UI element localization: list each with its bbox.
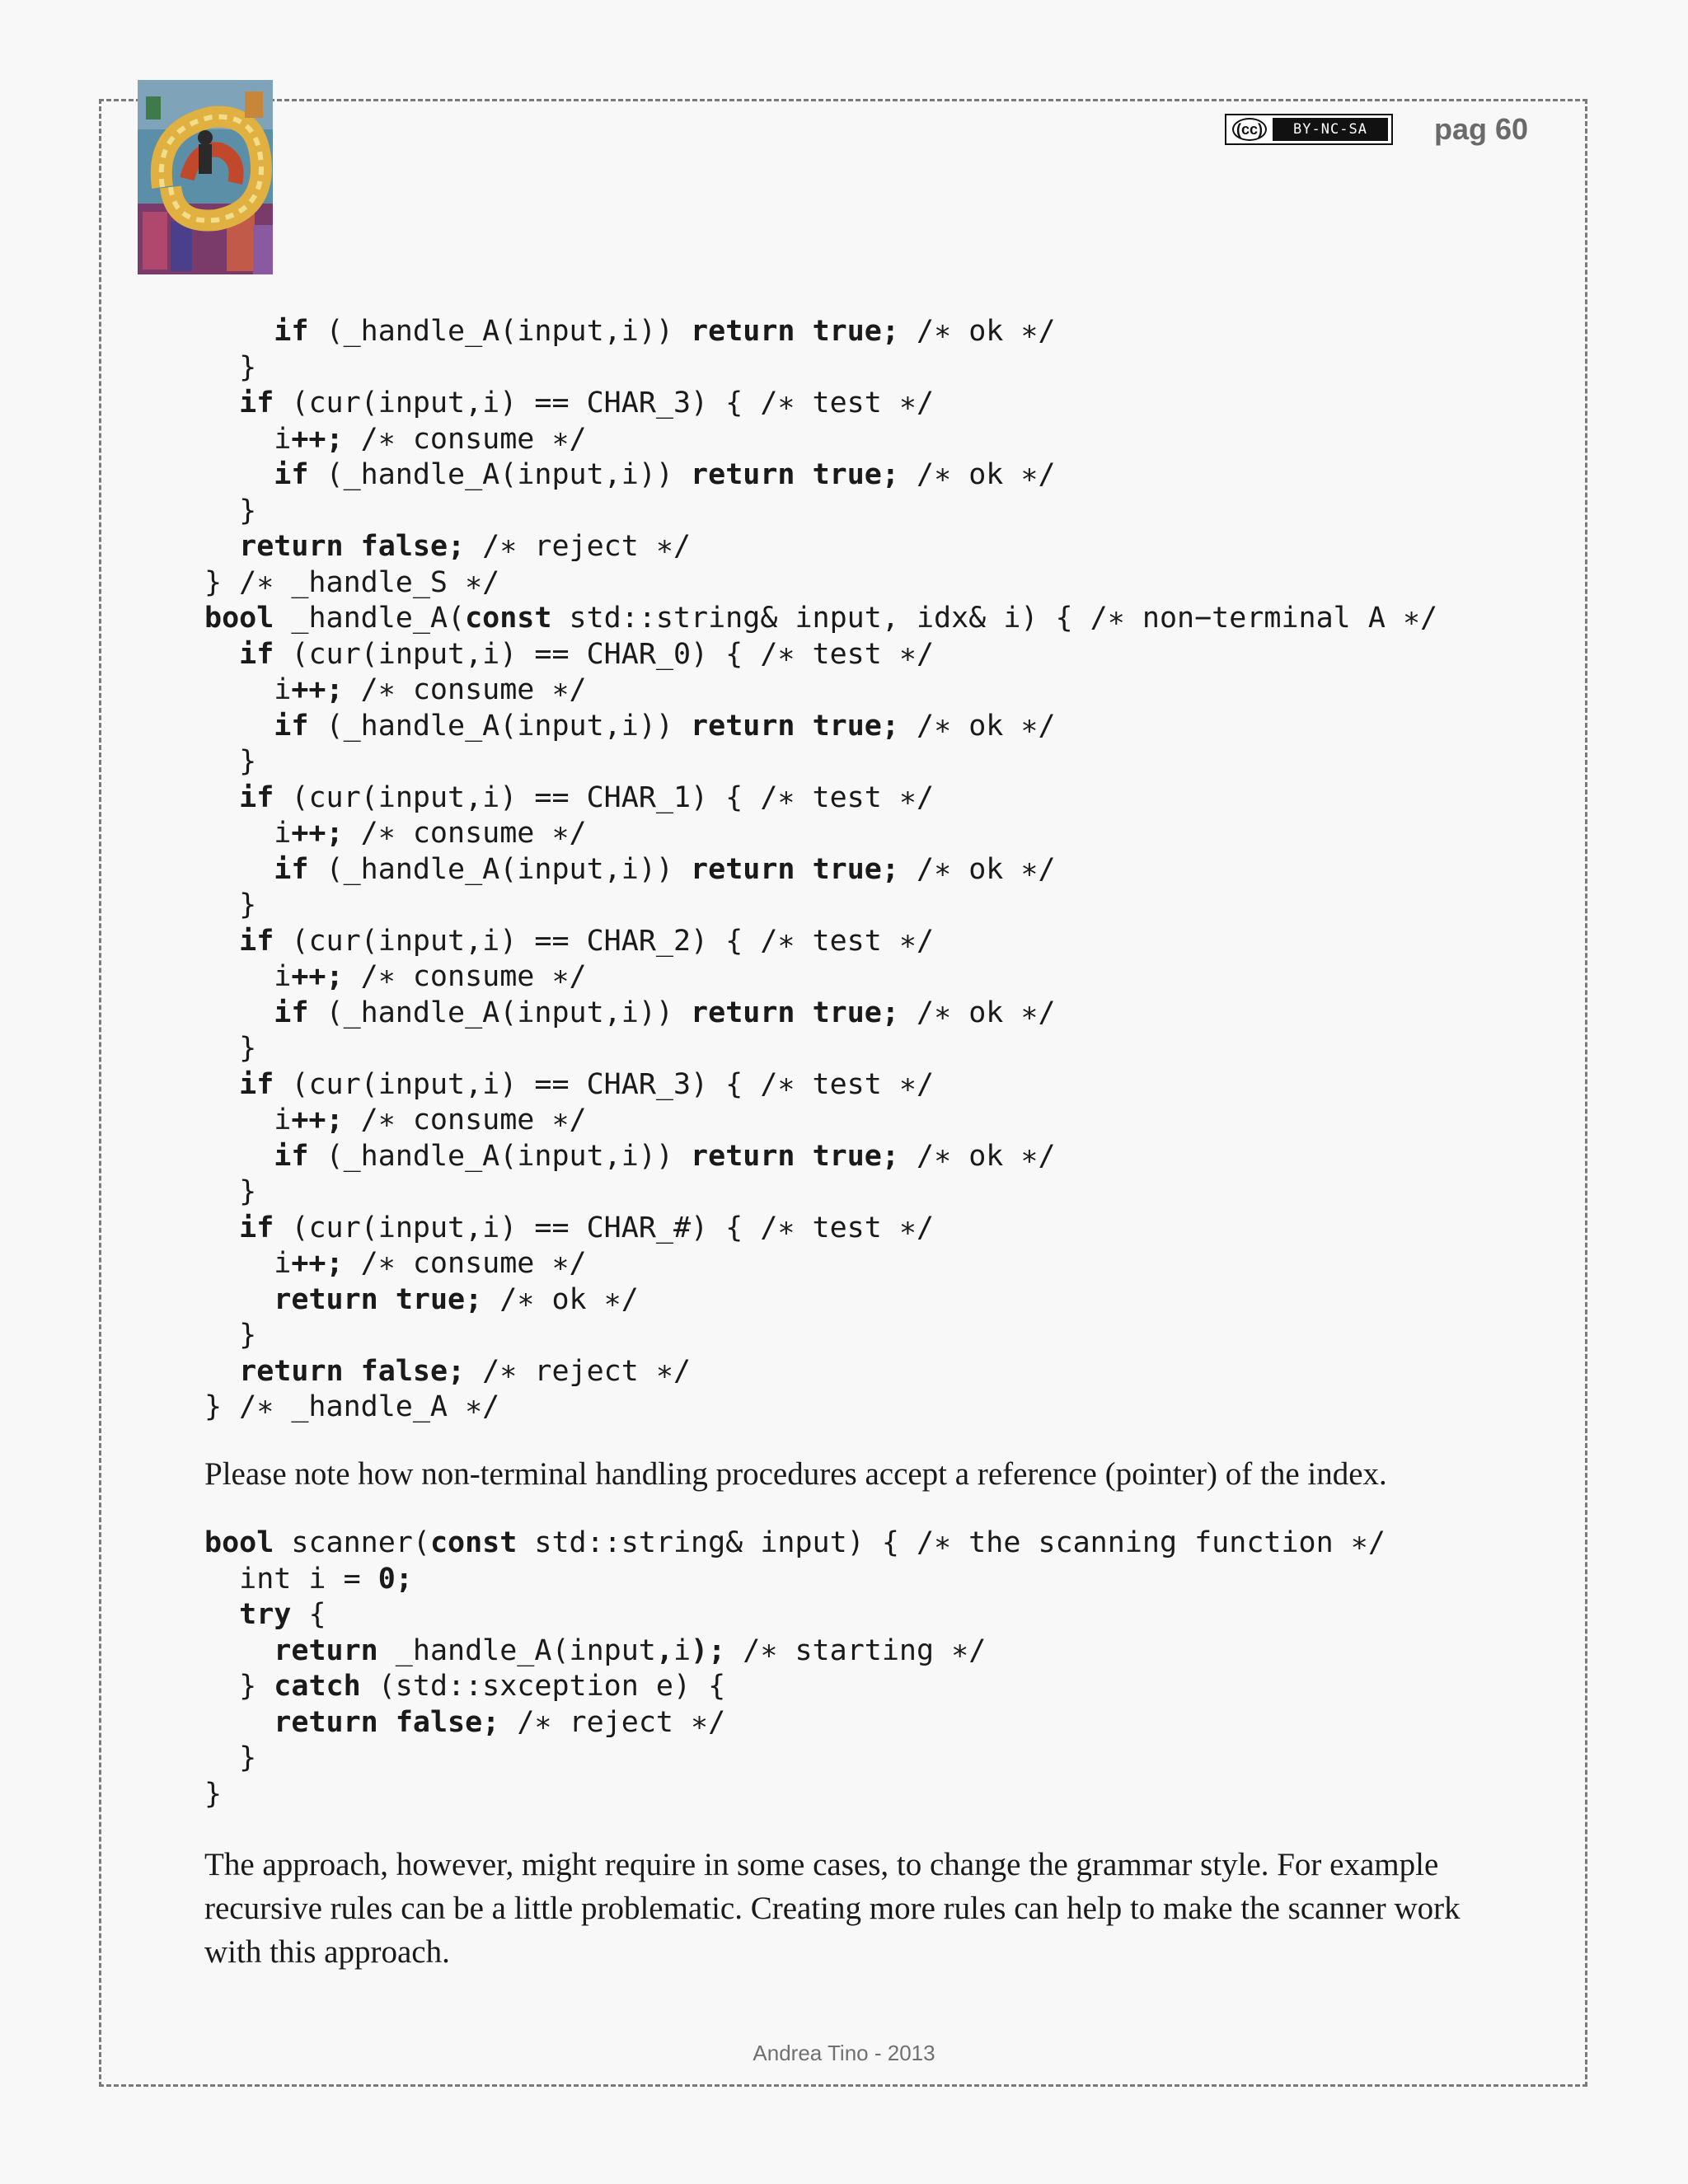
code-text: (cur(input,i) == CHAR_2) { /∗ test ∗/ <box>274 924 935 958</box>
code-text <box>204 1706 274 1739</box>
code-text: (cur(input,i) == CHAR_3) { /∗ test ∗/ <box>274 1067 935 1101</box>
code-text: } <box>204 494 257 527</box>
code-keyword: if <box>274 709 309 743</box>
code-text: i <box>204 817 292 850</box>
code-keyword: 0; <box>377 1562 413 1596</box>
code-text: i <box>204 1247 292 1280</box>
code-line <box>204 1318 1437 1354</box>
code-text: /∗ consume ∗/ <box>343 673 587 706</box>
code-keyword: ++; <box>291 960 344 993</box>
code-keyword: if <box>239 1067 274 1101</box>
page-number: pag 60 <box>1434 112 1529 146</box>
code-text <box>204 315 274 348</box>
code-text: i <box>204 422 292 456</box>
code-text: /∗ consume ∗/ <box>343 422 587 456</box>
code-text: /∗ ok ∗/ <box>898 315 1056 348</box>
code-line <box>204 457 1437 494</box>
code-text <box>204 1598 239 1631</box>
code-keyword: return <box>691 709 795 743</box>
code-text: (cur(input,i) == CHAR_1) { /∗ test ∗/ <box>274 780 935 814</box>
code-keyword: ++; <box>291 422 344 456</box>
code-text: } <box>204 1175 257 1208</box>
code-keyword: true; <box>812 996 899 1029</box>
code-line <box>204 494 1437 530</box>
code-text: } <box>204 888 257 921</box>
code-line <box>204 350 1437 387</box>
code-text <box>204 1283 274 1316</box>
code-line <box>204 673 1437 709</box>
code-line <box>204 1139 1437 1175</box>
code-keyword: if <box>274 315 309 348</box>
code-keyword: return <box>691 852 795 886</box>
code-keyword: if <box>274 996 309 1029</box>
code-keyword: return <box>691 458 795 491</box>
code-text <box>204 530 239 563</box>
code-keyword: if <box>239 637 274 671</box>
code-keyword: return <box>239 530 344 563</box>
code-keyword: return <box>239 1354 344 1388</box>
code-line <box>204 709 1437 745</box>
code-keyword: return <box>691 996 795 1029</box>
code-line <box>204 852 1437 888</box>
code-keyword: , <box>655 1633 673 1667</box>
code-line <box>204 780 1437 817</box>
code-keyword: if <box>239 924 274 958</box>
code-text <box>204 1140 274 1173</box>
code-text: /∗ ok ∗/ <box>482 1282 639 1316</box>
code-text <box>204 710 274 743</box>
code-keyword: catch <box>274 1670 361 1703</box>
code-keyword: ); <box>691 1633 726 1667</box>
cc-logo-icon: (cc) <box>1226 115 1273 143</box>
cc-license-badge <box>1225 114 1393 145</box>
code-keyword: if <box>239 780 274 814</box>
code-text <box>344 1355 361 1388</box>
code-line <box>204 1354 1437 1390</box>
code-text: std::string& input) { /∗ the scanning function ∗/ <box>517 1526 1386 1559</box>
code-line <box>204 1031 1437 1067</box>
code-line <box>204 1777 1386 1813</box>
code-text: } <box>204 1777 223 1811</box>
code-keyword: false; <box>395 1705 500 1739</box>
code-keyword: true; <box>812 852 899 886</box>
code-text: i <box>204 960 292 993</box>
code-text: (cur(input,i) == CHAR_3) { /∗ test ∗/ <box>274 387 935 419</box>
code-text: } /∗ _handle_A ∗/ <box>204 1390 500 1423</box>
code-text: std::string& input, idx& i) { /∗ non−terminal A ∗/ <box>551 602 1438 635</box>
code-text: } <box>204 1319 257 1352</box>
page-footer: Andrea Tino - 2013 <box>753 2041 935 2065</box>
code-keyword: return <box>274 1705 378 1739</box>
code-text: i <box>204 673 292 706</box>
code-line <box>204 1526 1386 1562</box>
code-line <box>204 565 1437 602</box>
code-text: (cur(input,i) == CHAR_0) { /∗ test ∗/ <box>274 637 935 671</box>
code-keyword: const <box>429 1526 518 1559</box>
code-keyword: ++; <box>291 673 344 706</box>
code-text <box>344 530 361 563</box>
code-line <box>204 1211 1437 1247</box>
code-text: } <box>204 1670 274 1703</box>
code-text: } <box>204 350 257 384</box>
code-text <box>204 1634 274 1667</box>
code-text: _handle_A(input <box>377 1633 656 1667</box>
code-text: i <box>673 1633 692 1667</box>
code-keyword: bool <box>204 1526 274 1559</box>
code-line <box>204 996 1437 1032</box>
code-line <box>204 1282 1437 1319</box>
code-text: /∗ reject ∗/ <box>465 530 692 563</box>
code-line <box>204 1174 1437 1211</box>
code-line <box>204 1669 1386 1705</box>
code-text <box>795 1140 812 1173</box>
code-keyword: if <box>239 1211 274 1244</box>
code-block <box>204 314 1437 1426</box>
code-keyword: try <box>239 1598 292 1631</box>
code-text: } <box>204 1741 257 1774</box>
code-keyword: false; <box>360 1354 466 1388</box>
code-keyword: if <box>274 1139 309 1173</box>
code-line <box>204 1741 1386 1777</box>
code-text: /∗ reject ∗/ <box>499 1705 726 1739</box>
code-keyword: bool <box>204 602 274 635</box>
code-keyword: ++; <box>291 817 344 850</box>
code-line <box>204 637 1437 673</box>
code-text: /∗ consume ∗/ <box>343 960 587 993</box>
code-text: /∗ ok ∗/ <box>898 458 1056 491</box>
code-text: } <box>204 1032 257 1065</box>
code-text: (_handle_A(input,i)) <box>308 709 692 743</box>
code-text: int i = <box>204 1562 378 1596</box>
code-text: i <box>204 1104 292 1137</box>
code-line <box>204 601 1437 637</box>
code-text: } <box>204 745 257 778</box>
code-keyword: ++; <box>291 1247 344 1280</box>
code-line <box>204 1246 1437 1282</box>
code-text <box>204 1355 239 1388</box>
code-keyword: true; <box>395 1282 483 1316</box>
code-text <box>378 1283 396 1316</box>
code-keyword: false; <box>360 530 466 563</box>
code-line <box>204 1597 1386 1633</box>
code-keyword: true; <box>812 709 899 743</box>
code-text: _handle_A( <box>274 602 466 635</box>
code-text <box>795 996 812 1029</box>
code-keyword: if <box>274 458 309 491</box>
code-text: /∗ ok ∗/ <box>898 852 1056 886</box>
code-keyword: return <box>274 1633 378 1667</box>
code-keyword: ++; <box>291 1104 344 1137</box>
code-text <box>795 458 812 491</box>
code-text <box>795 315 812 348</box>
code-text: scanner( <box>274 1526 430 1559</box>
code-text: /∗ ok ∗/ <box>898 709 1056 743</box>
code-text: /∗ ok ∗/ <box>898 1139 1056 1173</box>
code-text: /∗ starting ∗/ <box>725 1633 987 1667</box>
code-text: (_handle_A(input,i)) <box>308 996 692 1029</box>
code-text <box>204 996 274 1029</box>
code-line <box>204 1633 1386 1670</box>
code-text <box>204 387 239 419</box>
code-text: (cur(input,i) == CHAR_#) { /∗ test ∗/ <box>274 1211 935 1244</box>
code-line <box>204 1067 1437 1104</box>
code-text <box>204 638 239 671</box>
code-keyword: return <box>274 1282 378 1316</box>
code-line <box>204 422 1437 458</box>
code-keyword: if <box>239 387 274 419</box>
code-keyword: const <box>465 602 552 635</box>
code-line <box>204 1390 1437 1426</box>
code-text <box>204 781 239 814</box>
code-text: { <box>291 1598 326 1631</box>
code-keyword: true; <box>812 1139 899 1173</box>
code-line <box>204 959 1437 996</box>
code-text <box>204 458 274 491</box>
code-text: /∗ consume ∗/ <box>343 1247 587 1280</box>
code-text <box>204 853 274 886</box>
code-line <box>204 314 1437 350</box>
code-text <box>204 1068 239 1101</box>
code-text <box>795 853 812 886</box>
cover-thumbnail-image <box>138 80 273 274</box>
code-text <box>795 710 812 743</box>
code-block <box>204 1526 1386 1812</box>
code-line <box>204 386 1437 422</box>
code-text: /∗ reject ∗/ <box>465 1354 692 1388</box>
code-keyword: return <box>691 315 795 348</box>
body-paragraph: The approach, however, might require in some cases, to change the grammar style. For example recursive rules can be a little problematic. Creating more rules can help to make the scanner work with this approach. <box>204 1847 1461 1970</box>
license-terms: BY-NC-SA <box>1273 118 1388 141</box>
code-keyword: return <box>691 1139 795 1173</box>
code-text <box>204 1212 239 1244</box>
code-line <box>204 1562 1386 1598</box>
code-line <box>204 816 1437 852</box>
code-text: (_handle_A(input,i)) <box>308 1139 692 1173</box>
code-text: (_handle_A(input,i)) <box>308 852 692 886</box>
code-line <box>204 744 1437 780</box>
code-text: } /∗ _handle_S ∗/ <box>204 565 500 599</box>
code-line <box>204 888 1437 924</box>
code-keyword: true; <box>812 315 899 348</box>
body-paragraph: Please note how non-terminal handling procedures accept a reference (pointer) of the index. <box>204 1456 1387 1492</box>
code-text: (std::sxception e) { <box>360 1670 726 1703</box>
code-text: (_handle_A(input,i)) <box>308 458 692 491</box>
code-text: (_handle_A(input,i)) <box>308 315 692 348</box>
code-line <box>204 1705 1386 1741</box>
code-line <box>204 924 1437 960</box>
code-text <box>378 1706 396 1739</box>
code-text <box>204 925 239 958</box>
code-keyword: true; <box>812 458 899 491</box>
code-line <box>204 1103 1437 1139</box>
code-keyword: if <box>274 852 309 886</box>
code-text: /∗ consume ∗/ <box>343 1104 587 1137</box>
code-text: /∗ ok ∗/ <box>898 996 1056 1029</box>
code-line <box>204 529 1437 565</box>
code-text: /∗ consume ∗/ <box>343 817 587 850</box>
